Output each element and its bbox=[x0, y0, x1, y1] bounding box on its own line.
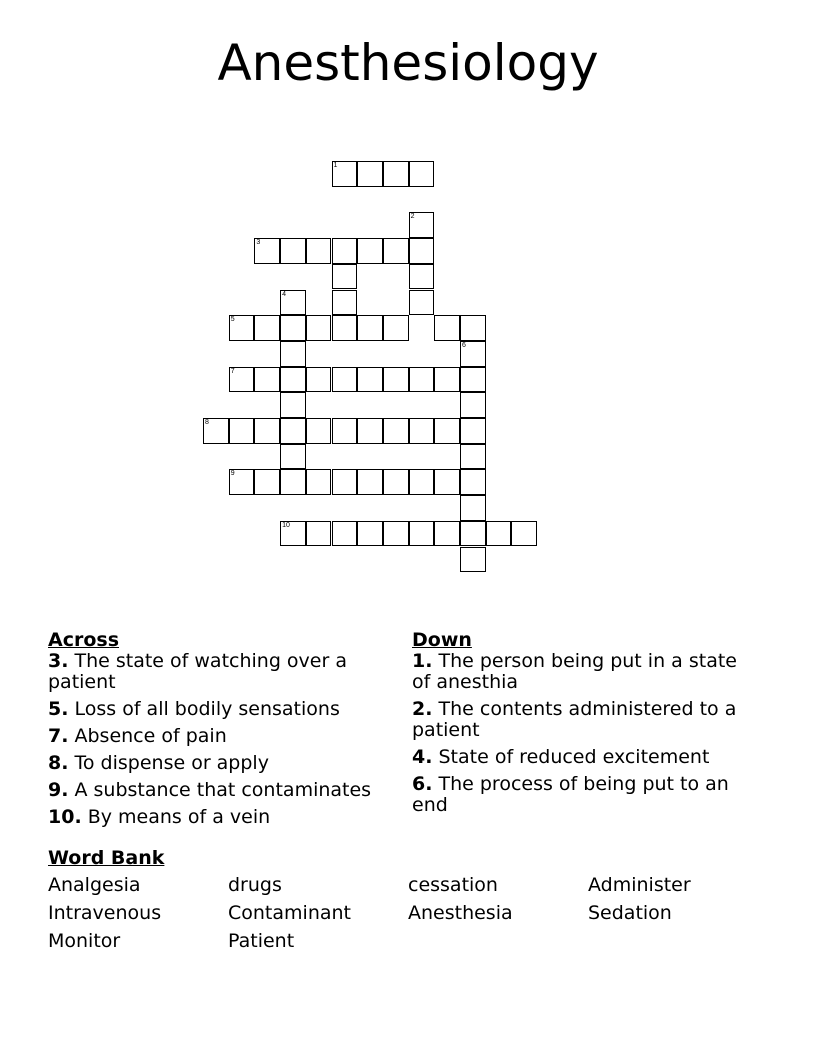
crossword-cell[interactable] bbox=[460, 418, 486, 444]
crossword-cell[interactable] bbox=[254, 367, 280, 393]
across-clue bbox=[48, 726, 388, 747]
crossword-cell[interactable] bbox=[254, 315, 280, 341]
clue-number-label: 3. bbox=[48, 650, 69, 672]
across-clue bbox=[48, 780, 388, 801]
clue-number: 3 bbox=[256, 239, 261, 247]
crossword-cell[interactable] bbox=[357, 161, 383, 187]
clue-text: State of reduced excitement bbox=[432, 746, 710, 768]
word-bank-item: Patient bbox=[228, 930, 295, 952]
clue-number-label: 9. bbox=[48, 779, 69, 801]
crossword-cell[interactable] bbox=[254, 238, 280, 264]
down-clue bbox=[412, 699, 757, 741]
crossword-cell[interactable] bbox=[306, 469, 332, 495]
crossword-cell[interactable] bbox=[460, 341, 486, 367]
crossword-cell[interactable] bbox=[383, 315, 409, 341]
page-title: Anesthesiology bbox=[217, 34, 599, 92]
across-heading: Across bbox=[48, 629, 120, 651]
crossword-cell[interactable] bbox=[383, 161, 409, 187]
crossword-cell[interactable] bbox=[332, 290, 358, 316]
clue-number-label: 6. bbox=[412, 773, 433, 795]
word-bank-item: cessation bbox=[408, 874, 498, 896]
word-bank-item: Anesthesia bbox=[408, 902, 513, 924]
crossword-cell[interactable] bbox=[409, 264, 435, 290]
clue-number: 5 bbox=[230, 316, 235, 324]
clue-number: 4 bbox=[282, 290, 286, 298]
crossword-cell[interactable] bbox=[434, 315, 460, 341]
crossword-cell[interactable] bbox=[280, 418, 306, 444]
word-bank-item: Intravenous bbox=[48, 902, 162, 924]
clue-text: Absence of pain bbox=[68, 725, 227, 747]
clue-number-label: 4. bbox=[412, 746, 433, 768]
clue-number-label: 2. bbox=[412, 698, 433, 720]
crossword-cell[interactable] bbox=[409, 469, 435, 495]
crossword-cell[interactable] bbox=[460, 495, 486, 521]
crossword-cell[interactable] bbox=[306, 238, 332, 264]
crossword-cell[interactable] bbox=[229, 315, 255, 341]
clue-number-label: 5. bbox=[48, 698, 69, 720]
crossword-cell[interactable] bbox=[460, 547, 486, 573]
clue-text: The person being put in a state of anesthia bbox=[412, 650, 737, 693]
crossword-cell[interactable] bbox=[409, 161, 435, 187]
clue-text: Loss of all bodily sensations bbox=[68, 698, 340, 720]
across-clues bbox=[48, 630, 388, 834]
clue-number-label: 7. bbox=[48, 725, 69, 747]
crossword-cell[interactable] bbox=[229, 418, 255, 444]
clue-text: The state of watching over a patient bbox=[48, 650, 347, 693]
crossword-cell[interactable] bbox=[306, 315, 332, 341]
clue-number: 2 bbox=[410, 213, 415, 221]
down-clue bbox=[412, 651, 757, 693]
across-clue bbox=[48, 699, 388, 720]
crossword-cell[interactable] bbox=[280, 392, 306, 418]
word-bank-item: drugs bbox=[228, 874, 282, 896]
crossword-cell[interactable] bbox=[409, 367, 435, 393]
crossword-cell[interactable] bbox=[332, 161, 358, 187]
clue-text: A substance that contaminates bbox=[68, 779, 372, 801]
crossword-cell[interactable] bbox=[254, 469, 280, 495]
crossword-cell[interactable] bbox=[357, 238, 383, 264]
crossword-cell[interactable] bbox=[383, 418, 409, 444]
crossword-cell[interactable] bbox=[229, 469, 255, 495]
crossword-cell[interactable] bbox=[332, 315, 358, 341]
word-bank bbox=[48, 848, 768, 952]
crossword-cell[interactable] bbox=[460, 392, 486, 418]
clue-number: 1 bbox=[333, 162, 338, 169]
word-bank-heading: Word Bank bbox=[48, 847, 165, 869]
clue-number: 10 bbox=[282, 521, 290, 529]
crossword-cell[interactable] bbox=[280, 521, 306, 547]
crossword-cell[interactable] bbox=[280, 290, 306, 316]
crossword-cell[interactable] bbox=[511, 521, 537, 547]
crossword-cell[interactable] bbox=[254, 418, 280, 444]
crossword-cell[interactable] bbox=[332, 521, 358, 547]
crossword-cell[interactable] bbox=[306, 418, 332, 444]
crossword-cell[interactable] bbox=[280, 238, 306, 264]
crossword-cell[interactable] bbox=[357, 469, 383, 495]
clue-text: The process of being put to an end bbox=[412, 773, 729, 816]
clue-number: 6 bbox=[462, 341, 466, 349]
clue-number-label: 10. bbox=[48, 806, 82, 828]
clue-text: By means of a vein bbox=[81, 806, 271, 828]
crossword-cell[interactable] bbox=[280, 341, 306, 367]
down-clue bbox=[412, 747, 757, 768]
crossword-cell[interactable] bbox=[460, 315, 486, 341]
crossword-cell[interactable] bbox=[203, 418, 229, 444]
down-heading: Down bbox=[412, 629, 472, 651]
clue-number-label: 8. bbox=[48, 752, 69, 774]
crossword-cell[interactable] bbox=[434, 418, 460, 444]
crossword-cell[interactable] bbox=[306, 521, 332, 547]
crossword-cell[interactable] bbox=[460, 469, 486, 495]
crossword-cell[interactable] bbox=[460, 521, 486, 547]
crossword-cell[interactable] bbox=[280, 367, 306, 393]
crossword-cell[interactable] bbox=[357, 418, 383, 444]
crossword-cell[interactable] bbox=[434, 521, 460, 547]
crossword-cell[interactable] bbox=[409, 212, 435, 238]
crossword-cell[interactable] bbox=[486, 521, 512, 547]
crossword-cell[interactable] bbox=[383, 469, 409, 495]
word-bank-item: Administer bbox=[588, 874, 691, 896]
across-clue bbox=[48, 753, 388, 774]
crossword-cell[interactable] bbox=[332, 264, 358, 290]
crossword-cell[interactable] bbox=[434, 469, 460, 495]
crossword-cell[interactable] bbox=[357, 521, 383, 547]
across-clue bbox=[48, 807, 388, 828]
clue-number: 8 bbox=[205, 419, 209, 426]
crossword-cell[interactable] bbox=[280, 444, 306, 470]
clue-number: 9 bbox=[230, 470, 235, 478]
crossword-cell[interactable] bbox=[280, 469, 306, 495]
crossword-cell[interactable] bbox=[460, 444, 486, 470]
crossword-cell[interactable] bbox=[306, 367, 332, 393]
crossword-cell[interactable] bbox=[409, 238, 435, 264]
down-clue-list bbox=[412, 651, 757, 816]
crossword-cell[interactable] bbox=[383, 238, 409, 264]
crossword-cell[interactable] bbox=[383, 367, 409, 393]
crossword-cell[interactable] bbox=[409, 521, 435, 547]
word-bank-list bbox=[48, 875, 768, 952]
across-clue bbox=[48, 651, 388, 693]
crossword-cell[interactable] bbox=[434, 367, 460, 393]
crossword-cell[interactable] bbox=[332, 469, 358, 495]
clue-number: 7 bbox=[230, 367, 235, 375]
word-bank-item: Analgesia bbox=[48, 874, 141, 896]
down-clue bbox=[412, 774, 757, 816]
crossword-cell[interactable] bbox=[357, 315, 383, 341]
clue-text: The contents administered to a patient bbox=[412, 698, 737, 741]
crossword-cell[interactable] bbox=[280, 315, 306, 341]
crossword-cell[interactable] bbox=[383, 521, 409, 547]
word-bank-item: Sedation bbox=[588, 902, 672, 924]
crossword-cell[interactable] bbox=[332, 418, 358, 444]
crossword-cell[interactable] bbox=[357, 367, 383, 393]
crossword-cell[interactable] bbox=[460, 367, 486, 393]
crossword-cell[interactable] bbox=[409, 418, 435, 444]
word-bank-item: Monitor bbox=[48, 930, 121, 952]
down-clues bbox=[412, 630, 757, 822]
crossword-cell[interactable] bbox=[332, 367, 358, 393]
crossword-cell[interactable] bbox=[229, 367, 255, 393]
clue-number-label: 1. bbox=[412, 650, 433, 672]
crossword-cell[interactable] bbox=[409, 290, 435, 316]
word-bank-item: Contaminant bbox=[228, 902, 351, 924]
clue-text: To dispense or apply bbox=[68, 752, 269, 774]
across-clue-list bbox=[48, 651, 388, 828]
crossword-cell[interactable] bbox=[332, 238, 358, 264]
